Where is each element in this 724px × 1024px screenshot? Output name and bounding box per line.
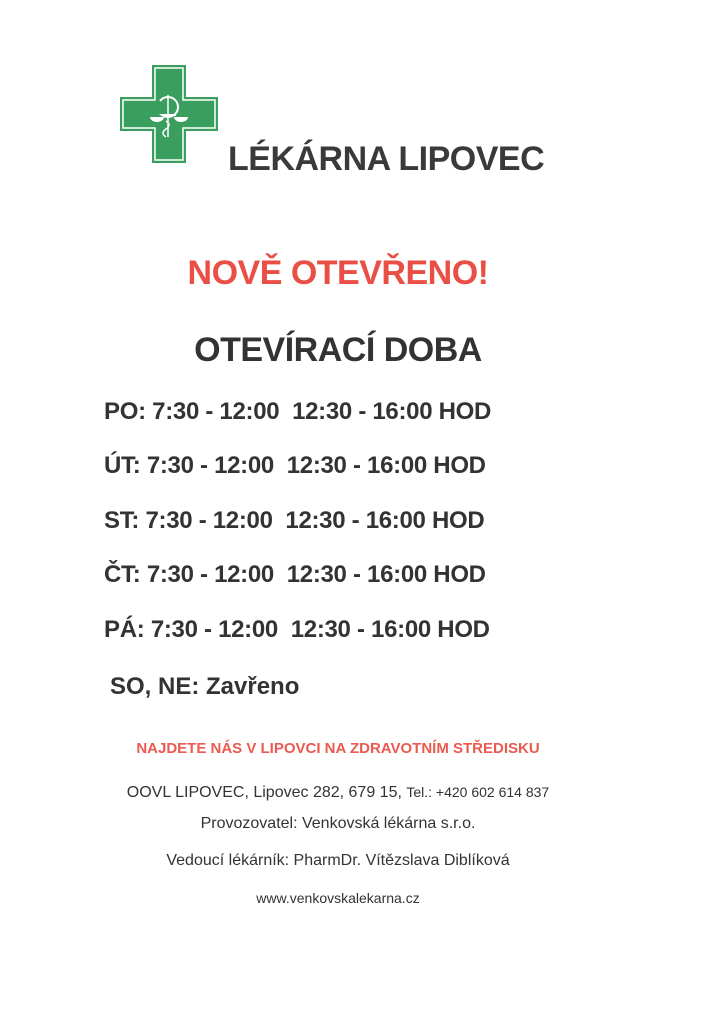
closed-days: SO, NE: <box>110 673 200 700</box>
website-link[interactable]: www.venkovskalekarna.cz <box>256 890 420 906</box>
afternoon-hours: 12:30 - 16:00 HOD <box>292 398 492 425</box>
hours-row <box>104 452 486 480</box>
closed-text: Zavřeno <box>206 673 300 700</box>
morning-hours: 7:30 - 12:00 <box>146 452 274 479</box>
operator: Provozovatel: Venkovská lékárna s.r.o. <box>200 815 476 832</box>
morning-hours: 7:30 - 12:00 <box>146 561 274 588</box>
afternoon-hours: 12:30 - 16:00 HOD <box>286 561 486 588</box>
weekend-closed <box>110 673 299 701</box>
pharmacy-name: LÉKÁRNA LIPOVEC <box>228 140 545 178</box>
day-label: ST: <box>104 507 140 534</box>
day-label: ÚT: <box>104 452 141 479</box>
afternoon-hours: 12:30 - 16:00 HOD <box>286 452 486 479</box>
day-label: PO: <box>104 398 146 425</box>
afternoon-hours: 12:30 - 16:00 HOD <box>285 507 485 534</box>
newly-opened-banner: NOVĚ OTEVŘENO! <box>187 254 489 292</box>
day-label: ČT: <box>104 561 141 588</box>
day-label: PÁ: <box>104 616 145 643</box>
address: OOVL LIPOVEC, Lipovec 282, 679 15, <box>126 784 402 801</box>
phone: Tel.: +420 602 614 837 <box>406 784 550 800</box>
location-note: NAJDETE NÁS V LIPOVCI NA ZDRAVOTNÍM STŘEDISKU <box>136 740 540 757</box>
morning-hours: 7:30 - 12:00 <box>152 398 280 425</box>
opening-hours-title: OTEVÍRACÍ DOBA <box>194 331 482 369</box>
hours-row <box>104 507 484 535</box>
hours-row <box>104 616 490 644</box>
morning-hours: 7:30 - 12:00 <box>145 507 273 534</box>
morning-hours: 7:30 - 12:00 <box>150 616 278 643</box>
head-pharmacist: Vedoucí lékárník: PharmDr. Vítězslava Diblíková <box>166 852 510 869</box>
hours-row <box>104 561 486 589</box>
pharmacy-cross-icon <box>120 65 218 163</box>
afternoon-hours: 12:30 - 16:00 HOD <box>290 616 490 643</box>
hours-row <box>104 398 491 426</box>
address-line <box>0 784 676 802</box>
